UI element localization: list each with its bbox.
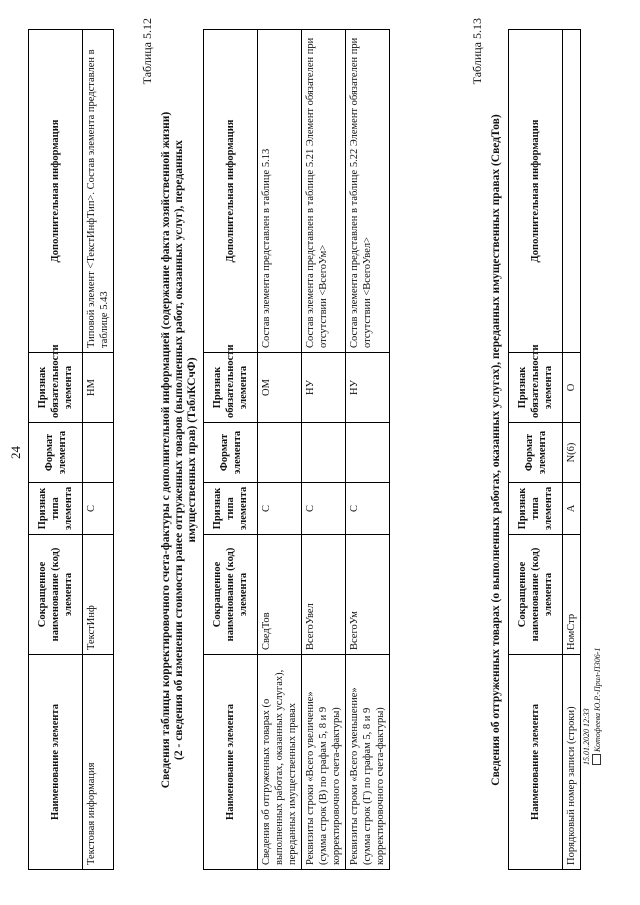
- cell-code: ВсегоУм: [346, 535, 390, 655]
- table-row: [83, 30, 114, 870]
- cell-type: С: [258, 483, 302, 535]
- cell-name: Сведения об отгруженных товарах (о выполненных работах, оказанных услугах), переданных имущественных правах: [258, 655, 302, 870]
- table-label: Таблица 5.12: [140, 18, 154, 85]
- table-5-12: [203, 29, 390, 870]
- header-cell: Сокращенное наименование (код) элемента: [204, 535, 258, 655]
- caption-line: имущественных прав) (ТаблКСчФ): [186, 357, 198, 543]
- table-5-13: [508, 29, 581, 870]
- header-cell: Наименование элемента: [204, 655, 258, 870]
- table-label: Таблица 5.13: [470, 18, 484, 85]
- footer-timestamp: 15.01.2020 12:33: [582, 708, 591, 765]
- table-header-row: [29, 30, 83, 870]
- cell-required: НУ: [302, 353, 346, 423]
- cell-format: [83, 423, 114, 483]
- header-cell: Признак обязательности элемента: [204, 353, 258, 423]
- header-cell: Сокращенное наименование (код) элемента: [29, 535, 83, 655]
- header-cell: Признак обязательности элемента: [509, 353, 563, 423]
- cell-info: Состав элемента представлен в таблице 5.21 Элемент обязателен при отсутствии <ВсегоУм>: [302, 30, 346, 353]
- header-cell: Дополнительная информация: [204, 30, 258, 353]
- footer-file: [592, 648, 603, 765]
- cell-info: Состав элемента представлен в таблице 5.22 Элемент обязателен при отсутствии <ВсегоУвел>: [346, 30, 390, 353]
- table-row: [258, 30, 302, 870]
- table-continuation: [28, 29, 114, 870]
- header-cell: Дополнительная информация: [29, 30, 83, 353]
- caption-line: Сведения таблицы корректировочного счета-фактуры с дополнительной информацией (содержание факта хозяйственной жизни): [160, 111, 172, 789]
- header-cell: Наименование элемента: [29, 655, 83, 870]
- cell-code: ВсегоУвел: [302, 535, 346, 655]
- table-header-row: [509, 30, 563, 870]
- cell-type: С: [302, 483, 346, 535]
- cell-type: С: [346, 483, 390, 535]
- print-footer: [582, 648, 603, 765]
- caption-line: Сведения об отгруженных товарах (о выполненных работах, оказанных услугах), переданных имущественных правах (СведТов): [490, 114, 502, 786]
- cell-type: А: [563, 483, 581, 535]
- document-icon: [592, 754, 601, 765]
- table-row: [346, 30, 390, 870]
- cell-required: ОМ: [258, 353, 302, 423]
- cell-format: [302, 423, 346, 483]
- cell-format: N(6): [563, 423, 581, 483]
- cell-type: С: [83, 483, 114, 535]
- cell-code: СведТов: [258, 535, 302, 655]
- table-caption: [160, 30, 199, 870]
- cell-name: Реквизиты строки «Всего уменьшение» (сумма строк (Г) по графам 5, 8 и 9 корректировочного счета-фактуры): [346, 655, 390, 870]
- caption-line: (2 - сведения об изменении стоимости ранее отгруженных товаров (выполненных работ, оказанных услуг), переданных: [173, 140, 185, 760]
- cell-format: [258, 423, 302, 483]
- cell-info: Типовой элемент <ТекстИнфТип>. Состав элемента представлен в таблице 5.43: [83, 30, 114, 353]
- cell-required: О: [563, 353, 581, 423]
- page-number: 24: [8, 446, 23, 459]
- cell-info: Состав элемента представлен в таблице 5.13: [258, 30, 302, 353]
- header-cell: Признак типа элемента: [29, 483, 83, 535]
- header-cell: Формат элемента: [509, 423, 563, 483]
- table-caption: [490, 30, 503, 870]
- cell-required: НМ: [83, 353, 114, 423]
- cell-info: [563, 30, 581, 353]
- header-cell: Формат элемента: [29, 423, 83, 483]
- table-row: [563, 30, 581, 870]
- footer-file-label: Котофеева Ю.Р.-Прил-П306-1: [593, 647, 602, 752]
- header-cell: Признак типа элемента: [509, 483, 563, 535]
- cell-code: ТекстИнф: [83, 535, 114, 655]
- header-cell: Признак типа элемента: [204, 483, 258, 535]
- header-cell: Признак обязательности элемента: [29, 353, 83, 423]
- header-cell: Сокращенное наименование (код) элемента: [509, 535, 563, 655]
- cell-code: НомСтр: [563, 535, 581, 655]
- cell-format: [346, 423, 390, 483]
- cell-name: Реквизиты строки «Всего увеличение» (сумма строк (В) по графам 5, 8 и 9 корректировочного счета-фактуры): [302, 655, 346, 870]
- cell-name: Порядковый номер записи (строки): [563, 655, 581, 870]
- table-header-row: [204, 30, 258, 870]
- table-row: [302, 30, 346, 870]
- cell-name: Текстовая информация: [83, 655, 114, 870]
- header-cell: Дополнительная информация: [509, 30, 563, 353]
- cell-required: НУ: [346, 353, 390, 423]
- header-cell: Формат элемента: [204, 423, 258, 483]
- header-cell: Наименование элемента: [509, 655, 563, 870]
